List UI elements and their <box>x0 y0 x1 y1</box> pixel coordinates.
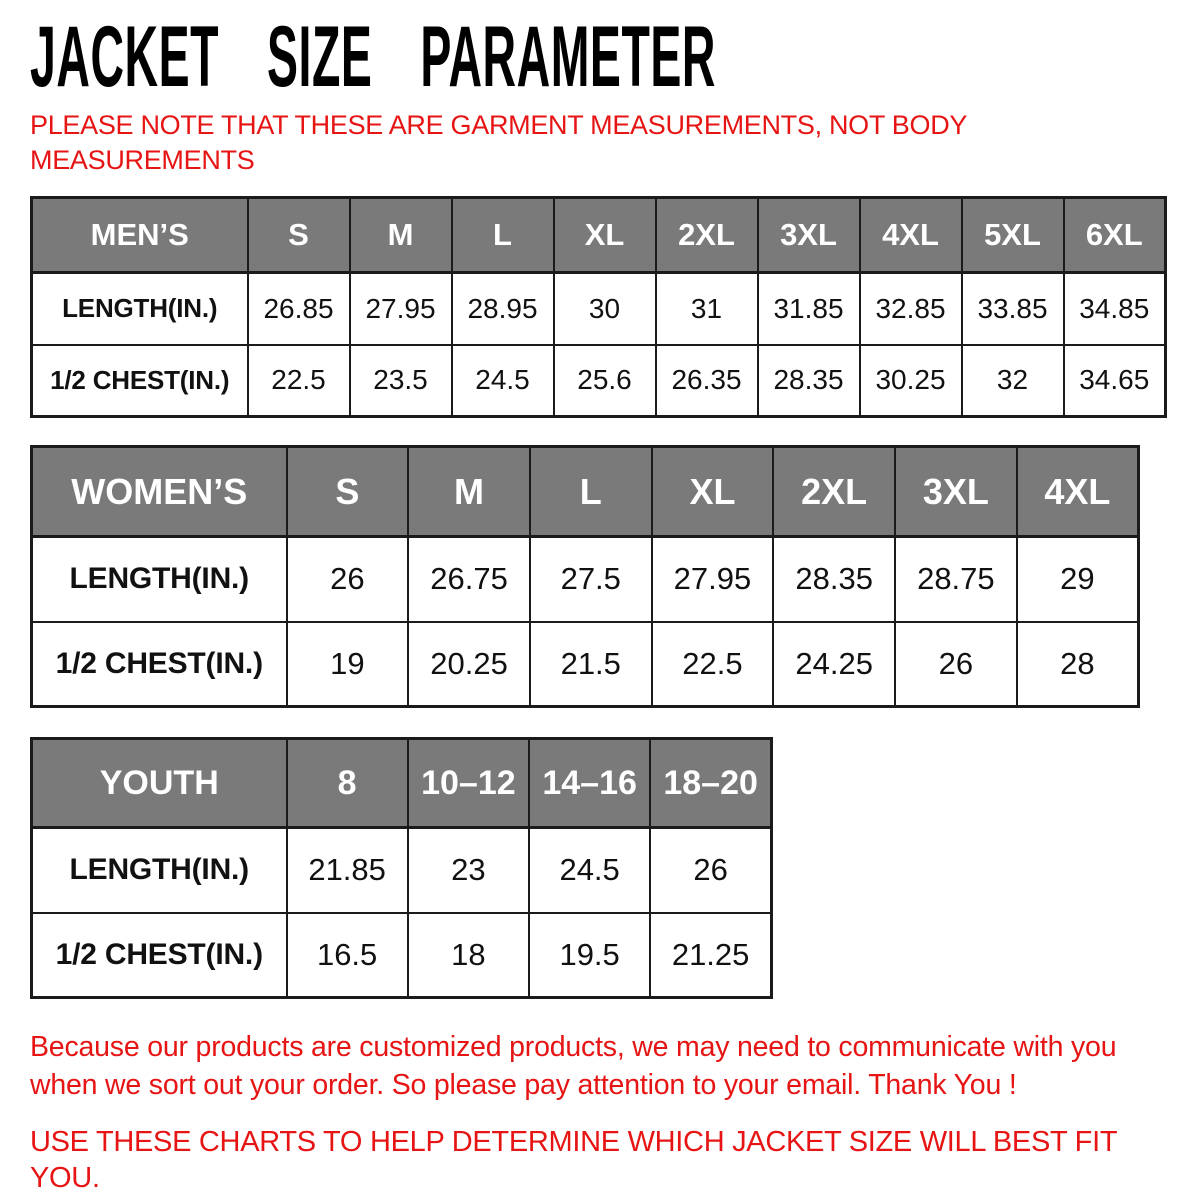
size-column-header: 14–16 <box>529 739 650 828</box>
size-column-header: 10–12 <box>408 739 529 828</box>
youth-size-table <box>30 737 773 999</box>
size-column-header: XL <box>652 447 774 537</box>
measurement-value: 19 <box>287 622 409 707</box>
chart-usage-instruction: USE THESE CHARTS TO HELP DETERMINE WHICH JACKET SIZE WILL BEST FIT YOU. <box>30 1126 1117 1194</box>
measurement-value: 33.85 <box>962 273 1064 345</box>
measurement-value: 25.6 <box>554 345 656 417</box>
measurement-value: 34.85 <box>1064 273 1166 345</box>
size-column-header: L <box>452 198 554 273</box>
measurement-value: 27.95 <box>652 537 774 622</box>
measurement-value: 16.5 <box>287 913 408 998</box>
measurement-value: 28.35 <box>758 345 860 417</box>
row-label: 1/2 CHEST(IN.) <box>32 345 248 417</box>
measurement-row <box>32 622 1139 707</box>
mens-size-table <box>30 196 1167 418</box>
size-column-header: 5XL <box>962 198 1064 273</box>
size-column-header: S <box>248 198 350 273</box>
measurement-value: 19.5 <box>529 913 650 998</box>
measurement-value: 22.5 <box>248 345 350 417</box>
measurement-row <box>32 345 1166 417</box>
measurement-row <box>32 537 1139 622</box>
measurement-value: 21.25 <box>650 913 771 998</box>
size-column-header: 4XL <box>860 198 962 273</box>
measurement-value: 26.35 <box>656 345 758 417</box>
measurement-value: 28 <box>1017 622 1139 707</box>
measurement-value: 24.5 <box>452 345 554 417</box>
row-label: LENGTH(IN.) <box>32 537 287 622</box>
size-column-header: 3XL <box>895 447 1017 537</box>
size-column-header: 18–20 <box>650 739 771 828</box>
measurement-value: 24.25 <box>773 622 895 707</box>
measurement-value: 31.85 <box>758 273 860 345</box>
measurement-value: 32 <box>962 345 1064 417</box>
size-column-header: 6XL <box>1064 198 1166 273</box>
measurement-value: 23.5 <box>350 345 452 417</box>
size-column-header: 3XL <box>758 198 860 273</box>
measurement-value: 20.25 <box>408 622 530 707</box>
measurement-row <box>32 273 1166 345</box>
page-title: JACKET SIZE PARAMETER <box>30 9 716 105</box>
measurement-value: 32.85 <box>860 273 962 345</box>
size-column-header: 2XL <box>773 447 895 537</box>
measurement-row <box>32 828 772 913</box>
row-label: LENGTH(IN.) <box>32 828 287 913</box>
size-column-header: S <box>287 447 409 537</box>
measurement-value: 31 <box>656 273 758 345</box>
garment-measurement-note: PLEASE NOTE THAT THESE ARE GARMENT MEASUREMENTS, NOT BODY MEASUREMENTS <box>30 110 967 175</box>
size-column-header: XL <box>554 198 656 273</box>
measurement-value: 29 <box>1017 537 1139 622</box>
measurement-value: 28.95 <box>452 273 554 345</box>
measurement-value: 22.5 <box>652 622 774 707</box>
measurement-value: 18 <box>408 913 529 998</box>
table-title-cell: MEN’S <box>32 198 248 273</box>
size-column-header: 4XL <box>1017 447 1139 537</box>
measurement-value: 26.85 <box>248 273 350 345</box>
size-column-header: M <box>408 447 530 537</box>
size-column-header: 2XL <box>656 198 758 273</box>
measurement-value: 24.5 <box>529 828 650 913</box>
measurement-value: 34.65 <box>1064 345 1166 417</box>
measurement-value: 30.25 <box>860 345 962 417</box>
measurement-value: 28.35 <box>773 537 895 622</box>
measurement-row <box>32 913 772 998</box>
measurement-value: 26 <box>895 622 1017 707</box>
size-column-header: 8 <box>287 739 408 828</box>
row-label: 1/2 CHEST(IN.) <box>32 622 287 707</box>
table-title-cell: WOMEN’S <box>32 447 287 537</box>
size-column-header: M <box>350 198 452 273</box>
measurement-value: 27.95 <box>350 273 452 345</box>
size-header-row <box>32 447 1139 537</box>
measurement-value: 30 <box>554 273 656 345</box>
measurement-value: 26 <box>650 828 771 913</box>
measurement-value: 27.5 <box>530 537 652 622</box>
size-header-row <box>32 739 772 828</box>
table-title-cell: YOUTH <box>32 739 287 828</box>
womens-size-table <box>30 445 1140 708</box>
row-label: 1/2 CHEST(IN.) <box>32 913 287 998</box>
size-column-header: L <box>530 447 652 537</box>
measurement-value: 28.75 <box>895 537 1017 622</box>
measurement-value: 21.85 <box>287 828 408 913</box>
measurement-value: 21.5 <box>530 622 652 707</box>
size-header-row <box>32 198 1166 273</box>
measurement-value: 23 <box>408 828 529 913</box>
measurement-value: 26 <box>287 537 409 622</box>
customization-notice: Because our products are customized products, we may need to communicate with you when we sort out your order. So please pay attention to your email. Thank You ! <box>30 1031 1117 1101</box>
measurement-value: 26.75 <box>408 537 530 622</box>
row-label: LENGTH(IN.) <box>32 273 248 345</box>
